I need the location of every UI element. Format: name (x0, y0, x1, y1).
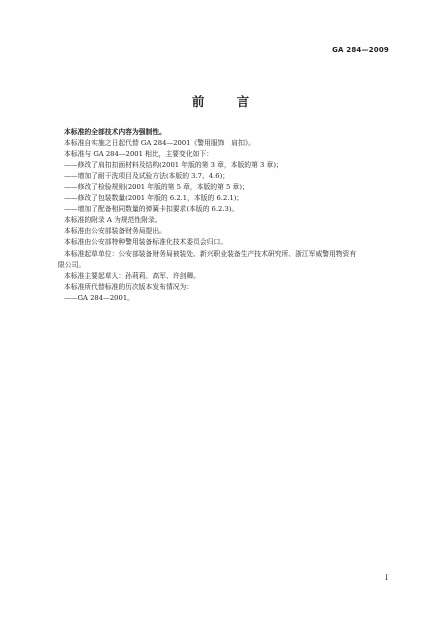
paragraph-drafting-units: 本标准起草单位：公安部装备财务局被装处、新兴职业装备生产技术研究所、浙江军威警用物资有 (64, 249, 357, 258)
page-title: 前 言 (191, 94, 264, 109)
change-item: ——修改了包装数量(2001 年版的 6.2.1，本版的 6.2.1)； (64, 194, 244, 203)
change-item: ——增加了配备相同数量的弹簧卡扣要求(本版的 6.2.3)。 (64, 205, 239, 214)
change-item: ——增加了耐干洗项目及试验方法(本版的 3.7、4.6)； (64, 172, 230, 181)
standard-code: GA 284—2009 (332, 46, 389, 54)
page-number: I (385, 574, 388, 582)
change-item: ——修改了检验规则(2001 年版的第 5 章，本版的第 5 章)； (64, 183, 249, 192)
paragraph-drafting-units-cont: 限公司。 (58, 260, 86, 269)
paragraph-drafters: 本标准主要起草人：孙莉莉、高军、许剑卿。 (64, 271, 200, 280)
paragraph-mandatory: 本标准的全部技术内容为强制性。 (64, 128, 166, 136)
paragraph-changes-intro: 本标准与 GA 284—2001 相比，主要变化如下： (64, 150, 214, 159)
paragraph-history: 本标准所代替标准的历次版本发布情况为： (64, 282, 194, 291)
paragraph-replaces: 本标准自实施之日起代替 GA 284—2001《警用服饰 肩扣》。 (64, 139, 256, 148)
change-item: ——修改了肩扣扣面材料及结构(2001 年版的第 3 章，本版的第 3 章)； (64, 161, 283, 170)
history-item: ——GA 284—2001。 (64, 293, 134, 302)
paragraph-proposer: 本标准由公安部装备财务局提出。 (64, 227, 166, 236)
paragraph-annex: 本标准的附录 A 为规范性附录。 (64, 216, 162, 225)
foreword-body (58, 127, 394, 304)
paragraph-committee: 本标准由公安部特种警用装备标准化技术委员会归口。 (64, 238, 228, 247)
